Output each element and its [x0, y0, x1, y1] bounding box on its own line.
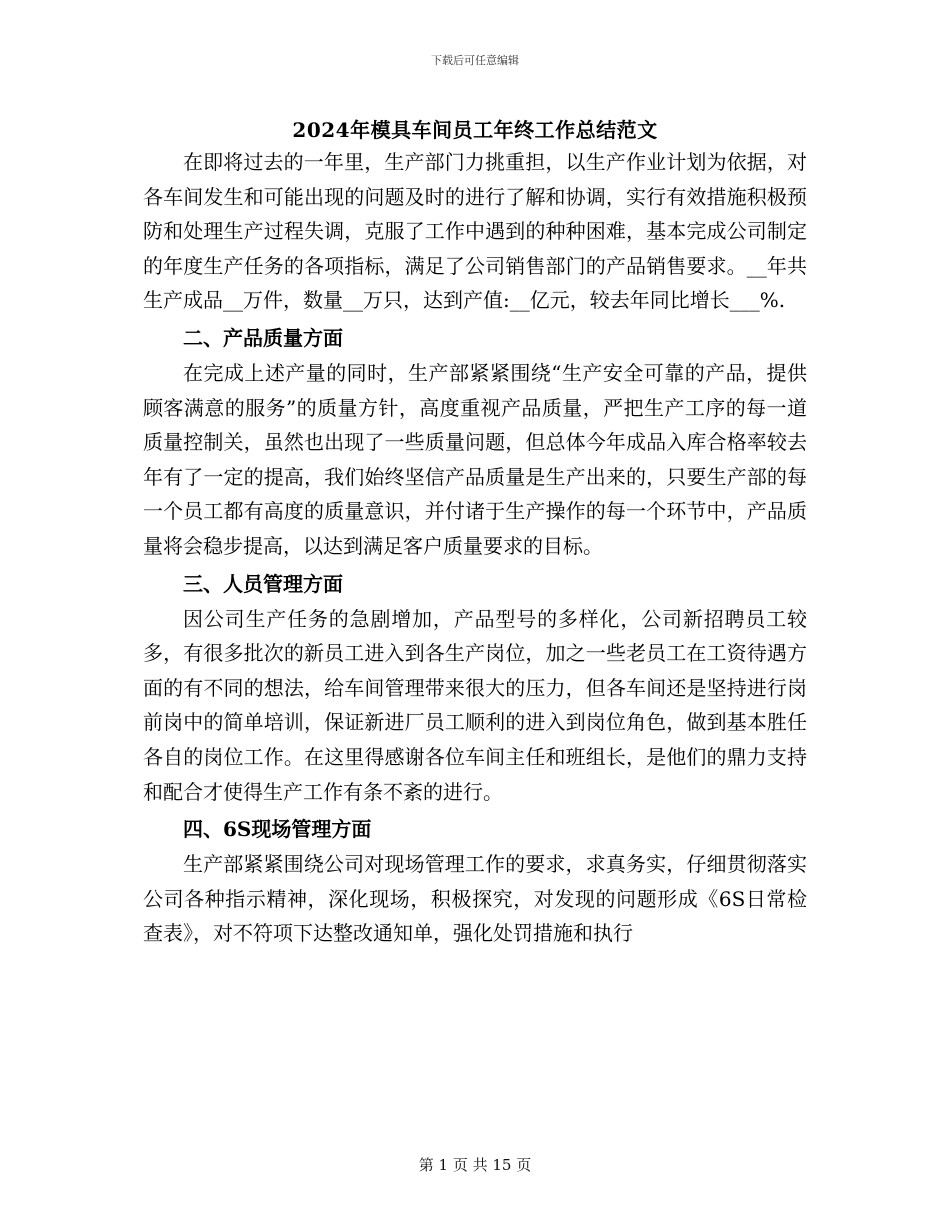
section-heading-quality: 二、产品质量方面	[183, 325, 343, 350]
section-heading-personnel: 三、人员管理方面	[183, 571, 343, 596]
section-heading-6s: 四、6S现场管理方面	[183, 817, 372, 842]
intro-paragraph: 在即将过去的一年里，生产部门力挑重担，以生产作业计划为依据，对各车间发生和可能出现的问题及时的进行了解和协调，实行有效措施积极预防和处理生产过程失调，克服了工作中遇到的种种困难，基本完成公司制定的年度生产任务的各项指标，满足了公司销售部门的产品销售要求。__年共生产成品__万件，数量__万只，达到产值:__亿元，较去年同比增长___%.	[143, 150, 807, 313]
page-header: 下载后可任意编辑	[431, 54, 519, 67]
section-body-6s: 生产部紧紧围绕公司对现场管理工作的要求，求真务实，仔细贯彻落实公司各种指示精神，深化现场，积极探究，对发现的问题形成《6S日常检查表》，对不符项下达整改通知单，强化处罚措施和执行	[143, 852, 807, 946]
page-footer: 第 1 页 共 15 页	[418, 1156, 532, 1174]
document-body	[143, 145, 807, 951]
section-body-personnel: 因公司生产任务的急剧增加，产品型号的多样化，公司新招聘员工较多，有很多批次的新员工进入到各生产岗位，加之一些老员工在工资待遇方面的有不同的想法，给车间管理带来很大的压力，但各车间还是坚持进行岗前岗中的简单培训，保证新进厂员工顺利的进入到岗位角色，做到基本胜任各自的岗位工作。在这里得感谢各位车间主任和班组长，是他们的鼎力支持和配合才使得生产工作有条不紊的进行。	[143, 606, 807, 804]
section-body-quality: 在完成上述产量的同时，生产部紧紧围绕“生产安全可靠的产品，提供顾客满意的服务”的质量方针，高度重视产品质量，严把生产工序的每一道质量控制关，虽然也出现了一些质量问题，但总体今年成品入库合格率较去年有了一定的提高，我们始终坚信产品质量是生产出来的，只要生产部的每一个员工都有高度的质量意识，并付诸于生产操作的每一个环节中，产品质量将会稳步提高，以达到满足客户质量要求的目标。	[143, 360, 807, 558]
document-title: 2024年模具车间员工年终工作总结范文	[292, 118, 658, 142]
